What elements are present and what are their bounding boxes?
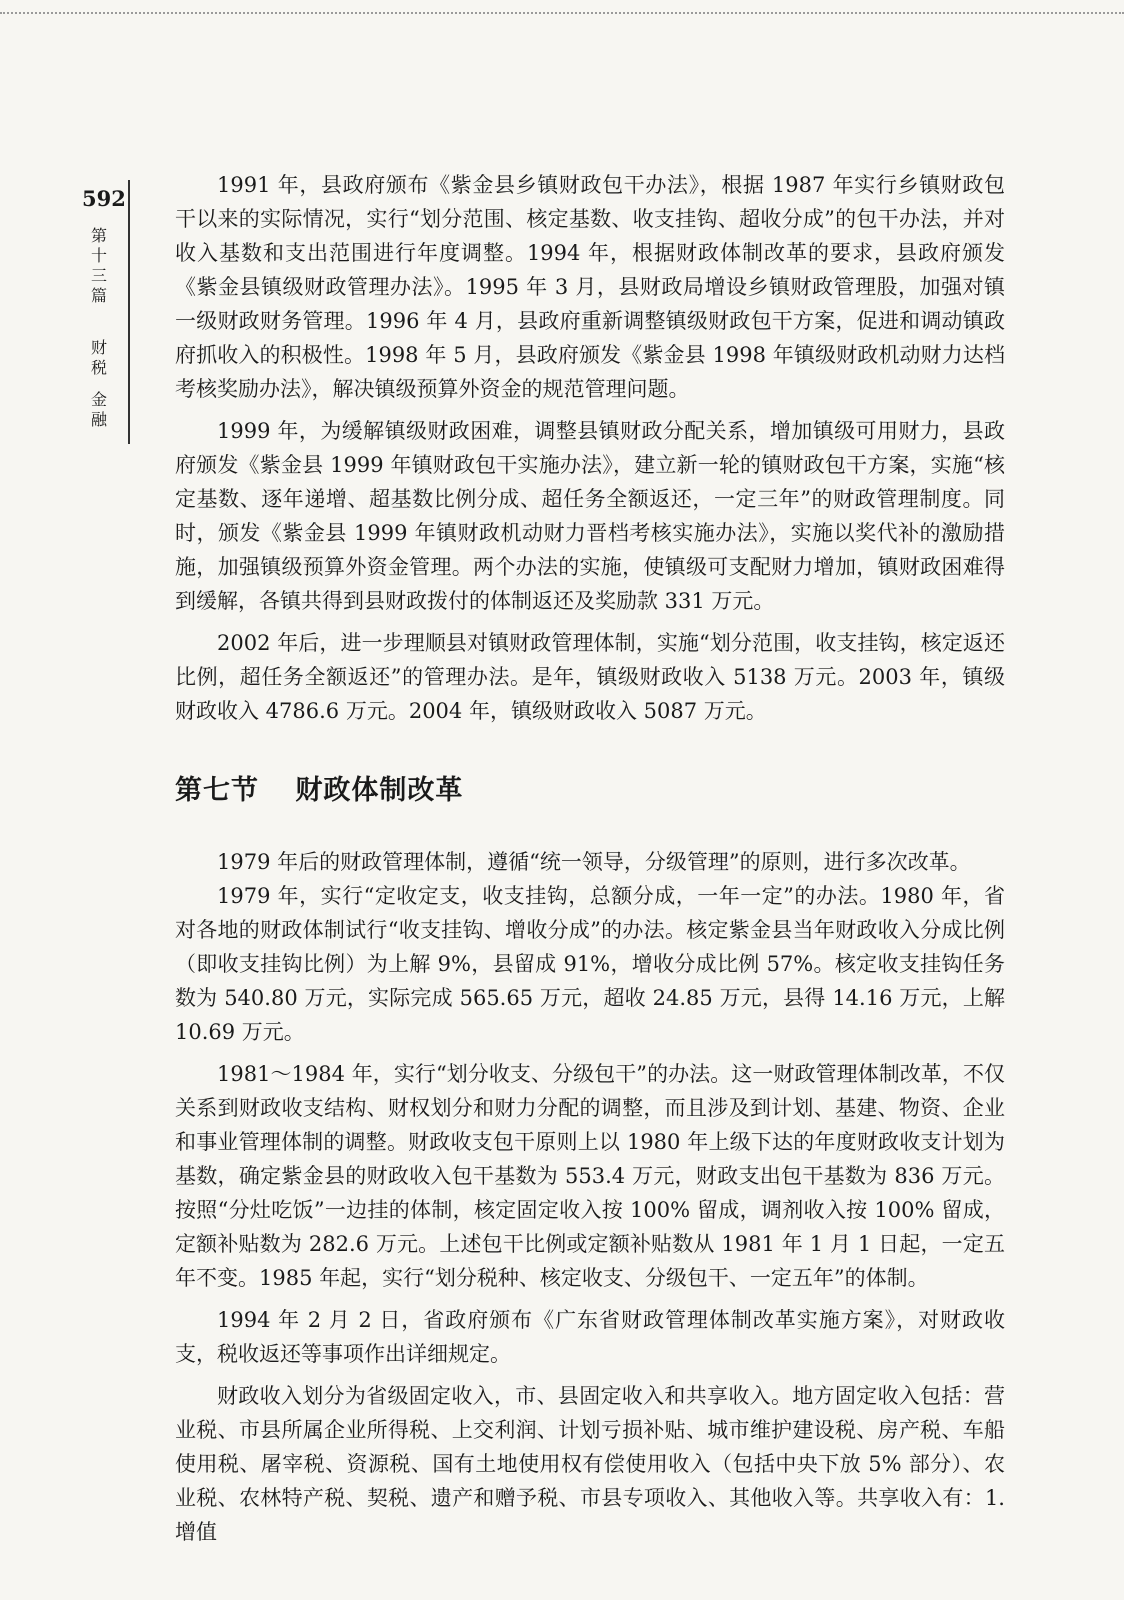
page-number: 592 [82, 186, 126, 211]
topic-label-tax: 财税 [90, 338, 107, 377]
section-heading [175, 768, 1005, 807]
page-body [175, 168, 1005, 1549]
paragraph: 1994 年 2 月 2 日，省政府颁布《广东省财政管理体制改革实施方案》，对财政收支，税收返还等事项作出详细规定。 [175, 1308, 1005, 1366]
topic-label-finance: 金融 [90, 390, 107, 429]
paragraph: 财政收入划分为省级固定收入，市、县固定收入和共享收入。地方固定收入包括：营业税、市县所属企业所得税、上交利润、计划亏损补贴、城市维护建设税、房产税、车船使用税、屠宰税、资源税、国有土地使用权有偿使用收入（包括中央下放 5% 部分）、农业税、农林特产税、契税、遗产和赠予税、市县专项收入、其他收入等。共享收入有：1. 增值 [175, 1384, 1005, 1544]
paragraph: 1991 年，县政府颁布《紫金县乡镇财政包干办法》，根据 1987 年实行乡镇财政包干以来的实际情况，实行“划分范围、核定基数、收支挂钩、超收分成”的包干办法，并对收入基数和支出范围进行年度调整。1994 年，根据财政体制改革的要求，县政府颁发《紫金县镇级财政管理办法》。1995 年 3 月，县财政局增设乡镇财政管理股，加强对镇一级财政财务管理。1996 年 4 月，县政府重新调整镇级财政包干方案，促进和调动镇政府抓收入的积极性。1998 年 5 月，县政府颁发《紫金县 1998 年镇级财政机动财力达档考核奖励办法》，解决镇级预算外资金的规范管理问题。 [175, 173, 1005, 401]
section-number: 第七节 [175, 775, 259, 806]
top-border-line [0, 12, 1124, 14]
paragraph: 1981～1984 年，实行“划分收支、分级包干”的办法。这一财政管理体制改革，不仅关系到财政收支结构、财权划分和财力分配的调整，而且涉及到计划、基建、物资、企业和事业管理体制的调整。财政收支包干原则上以 1980 年上级下达的年度财政收支计划为基数，确定紫金县的财政收入包干基数为 553.4 万元，财政支出包干基数为 836 万元。按照“分灶吃饭”一边挂的体制，核定固定收入按 100% 留成，调剂收入按 100% 留成，定额补贴数为 282.6 万元。上述包干比例或定额补贴数从 1981 年 1 月 1 日起，一定五年不变。1985 年起，实行“划分税种、核定收支、分级包干、一定五年”的体制。 [175, 1062, 1005, 1290]
section-title: 财政体制改革 [295, 775, 464, 806]
page-margin [70, 180, 130, 444]
paragraph: 1999 年，为缓解镇级财政困难，调整县镇财政分配关系，增加镇级可用财力，县政府颁发《紫金县 1999 年镇财政包干实施办法》，建立新一轮的镇财政包干方案，实施“核定基数、逐年递增、超基数比例分成、超任务全额返还，一定三年”的财政管理制度。同时，颁发《紫金县 1999 年镇财政机动财力晋档考核实施办法》，实施以奖代补的激励措施，加强镇级预算外资金管理。两个办法的实施，使镇级可支配财力增加，镇财政困难得到缓解，各镇共得到县财政拨付的体制返还及奖励款 331 万元。 [175, 419, 1005, 613]
chapter-label: 第十三篇 [90, 226, 107, 305]
paragraph: 2002 年后，进一步理顺县对镇财政管理体制，实施“划分范围，收支挂钩，核定返还比例，超任务全额返还”的管理办法。是年，镇级财政收入 5138 万元。2003 年，镇级财政收入 4786.6 万元。2004 年，镇级财政收入 5087 万元。 [175, 631, 1005, 723]
paragraph: 1979 年后的财政管理体制，遵循“统一领导，分级管理”的原则，进行多次改革。 [217, 850, 971, 874]
paragraph: 1979 年，实行“定收定支，收支挂钩，总额分成，一年一定”的办法。1980 年，省对各地的财政体制试行“收支挂钩、增收分成”的办法。核定紫金县当年财政收入分成比例（即收支挂钩比例）为上解 9%，县留成 91%，增收分成比例 57%。核定收支挂钩任务数为 540.80 万元，实际完成 565.65 万元，超收 24.85 万元，县得 14.16 万元，上解 10.69 万元。 [175, 884, 1005, 1044]
